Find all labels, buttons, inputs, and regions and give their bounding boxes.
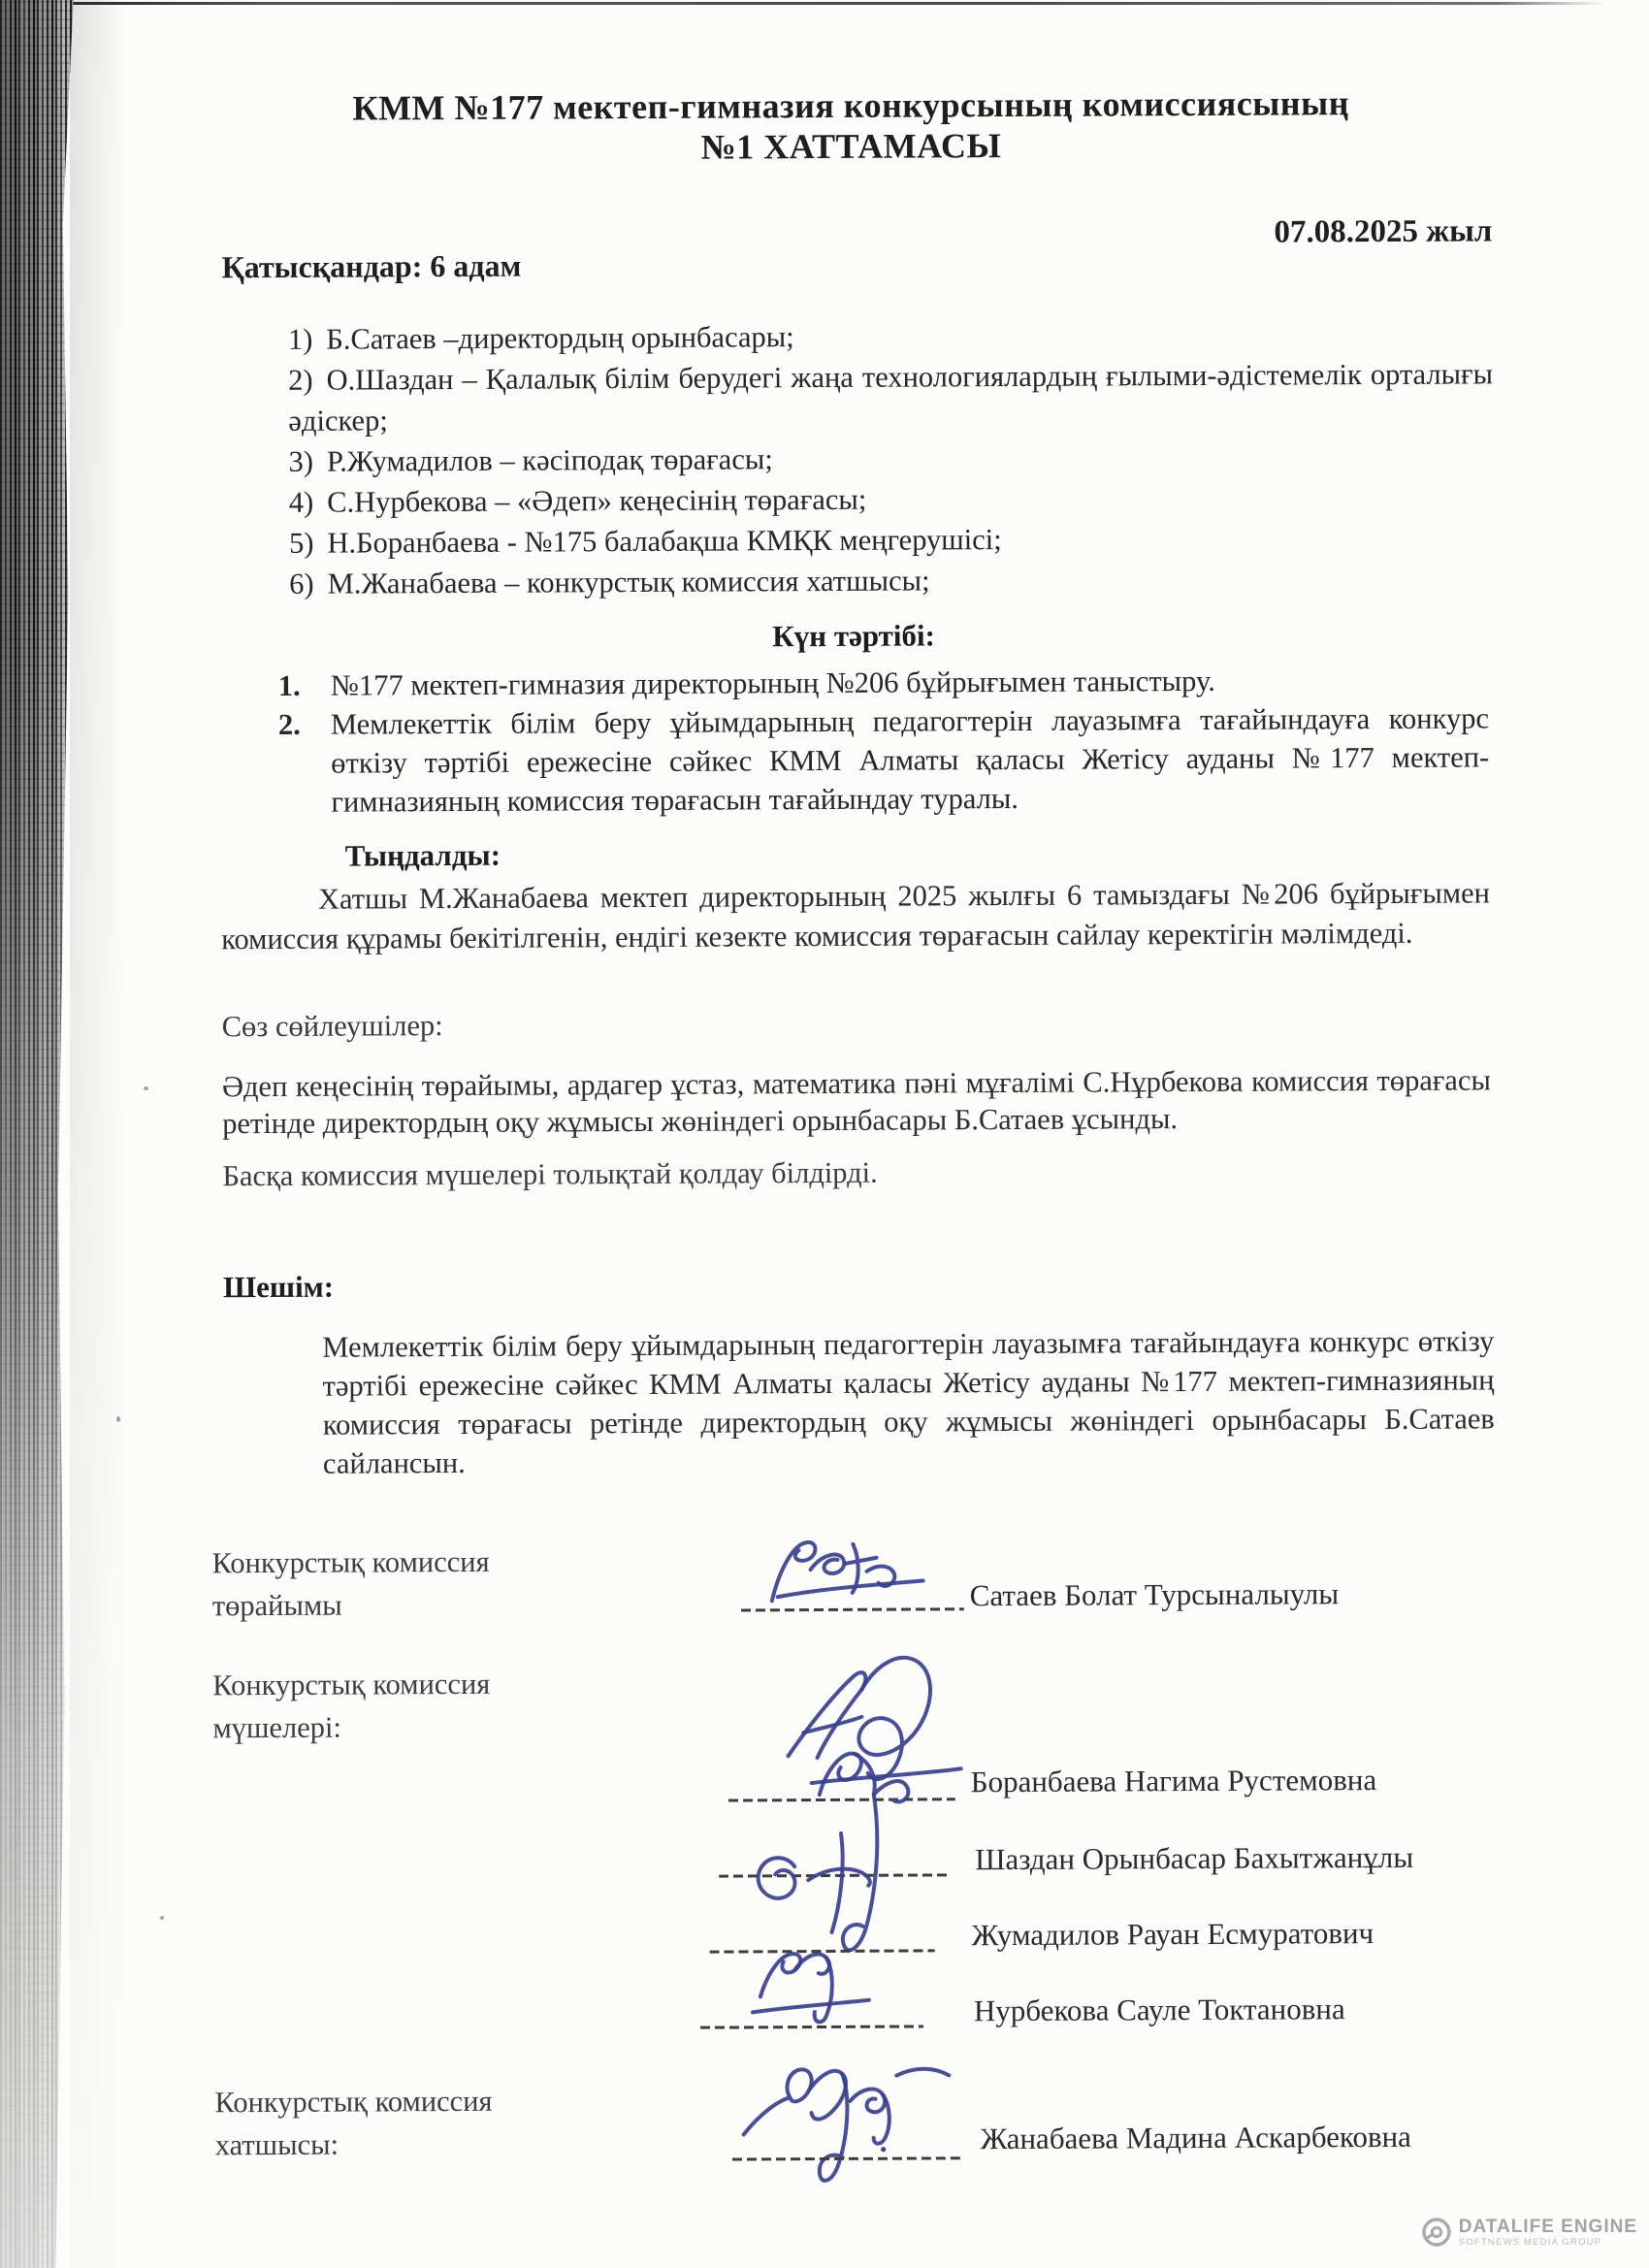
heard-heading: Тыңдалды: [344,837,501,873]
participant-text: Б.Сатаев –директордың орынбасары; [326,320,794,356]
chair-signature-name: Сатаев Болат Турсыналыулы [969,1576,1340,1613]
document-title-line2: №1 ХАТТАМАСЫ [700,126,1002,167]
agenda-item-text: №177 мектеп-гимназия директорының №206 бұйрығымен таныстыру. [330,664,1215,702]
member-signature-ink [780,1733,960,1972]
participant-text: С.Нурбекова – «Әдеп» кеңесінің төрағасы; [327,482,867,519]
participant-item [289,475,1494,523]
watermark-subtitle: SOFTNEWS MEDIA GROUP [1458,2237,1602,2248]
signature-line [728,1798,955,1801]
decision-heading: Шешім: [222,1269,335,1305]
signature-line [700,2025,923,2028]
participant-number: 2) [288,363,313,397]
agenda-item-text: Мемлекеттік білім беру ұйымдарының педагогтерін лауазымға тағайындауға конкурс өткізу тәртібі ережесіне сәйкес КММ Алматы қаласы Жетісу ауданы №177 мектеп-гимназияның комиссия төрағасын тағайындау туралы. [330,701,1490,819]
participant-text: Р.Жумадилов – кәсіподақ төрағасы; [326,442,773,478]
heard-paragraph: Хатшы М.Жанабаева мектеп директорының 2025 жылғы 6 тамыздағы №206 бұйрығымен комиссия құрамы бекітілгенін, ендігі кезекте комиссия төрағасын сайлау керектігін мәлімдеді. [221,876,1491,956]
signature-line [719,1873,950,1877]
participant-text: М.Жанабаева – конкурстық комиссия хатшысы; [327,564,930,600]
agenda-item [278,660,1491,705]
signature-line [710,1949,935,1953]
decision-paragraph: Мемлекеттік білім беру ұйымдарының педагогтерін лауазымға тағайындауға конкурс өткізу тәртібі ережесіне сәйкес КММ Алматы қаласы Жетісу ауданы №177 мектеп-гимназияның комиссия төрағасы ретінде директордың оқу жұмысы жөніндегі орынбасары Б.Сатаев сайлансын. [322,1324,1495,1480]
speakers-paragraph: Әдеп кеңесінің төрайымы, ардагер ұстаз, математика пәні мұғалімі С.Нұрбекова комиссия төрағасы ретінде директордың оқу жұмысы жөніндегі орынбасары Б.Сатаев ұсынды. [221,1063,1492,1141]
secretary-signature-ink [726,2040,964,2191]
participant-item [288,435,1493,482]
participant-number: 6) [289,567,314,600]
agenda-item-number: 2. [277,707,301,741]
datalife-engine-logo-icon [1422,2218,1451,2247]
member-signature-name: Боранбаева Нагима Рустемовна [970,1763,1377,1799]
member-signature-name: Нурбекова Сауле Токтановна [973,1992,1345,2028]
secretary-signature-name: Жанабаева Мадина Аскарбековна [980,2119,1411,2156]
participant-text: Н.Боранбаева - №175 балабақша КМҚК меңгерушісі; [327,523,1002,560]
member-signature-name: Жумадилов Рауан Есмуратович [971,1916,1374,1953]
signature-line [741,1607,964,1611]
watermark-texts [1459,2218,1637,2249]
support-note: Басқа комиссия мүшелері толықтай қолдау білдірді. [222,1155,878,1193]
participant-item [289,516,1494,564]
participant-item [288,353,1493,441]
agenda-list [278,660,1492,822]
document-title-line1: КММ №177 мектеп-гимназия конкурсының комиссиясының [352,83,1350,128]
agenda-heading: Күн тәртібі: [772,618,935,654]
participant-item [288,312,1493,360]
member-signature-ink [768,1636,997,1804]
signature-label-members: Конкурстық комиссия мүшелері: [212,1667,491,1745]
watermark-title: DATALIFE ENGINE [1458,2217,1637,2237]
member-signature-ink [734,1829,954,1936]
participant-item [289,557,1494,604]
participant-number: 5) [288,526,314,560]
participant-number: 1) [287,322,313,356]
participant-number: 3) [288,444,314,478]
document-date: 07.08.2025 жыл [1274,213,1493,250]
participants-heading: Қатысқандар: 6 адам [221,247,522,285]
participant-number: 4) [288,485,314,519]
speakers-heading: Сөз сөйлеушілер: [221,1009,443,1044]
participants-list [288,312,1495,603]
chair-signature-ink [750,1530,954,1620]
signature-label-chair: Конкурстық комиссия төрайымы [211,1544,490,1623]
agenda-item [278,698,1492,822]
member-signature-ink [730,1915,911,2034]
signature-label-secretary: Конкурстық комиссия хатшысы: [214,2084,493,2162]
signature-line [732,2156,961,2160]
agenda-item-number: 1. [277,668,301,702]
datalife-engine-watermark [1422,2218,1637,2249]
member-signature-name: Шаздан Орынбасар Бахытжанұлы [975,1839,1414,1877]
participant-text: О.Шаздан – Қалалық білім берудегі жаңа технологиялардың ғылыми-әдістемелік орталығы әдіскер; [288,357,1494,437]
